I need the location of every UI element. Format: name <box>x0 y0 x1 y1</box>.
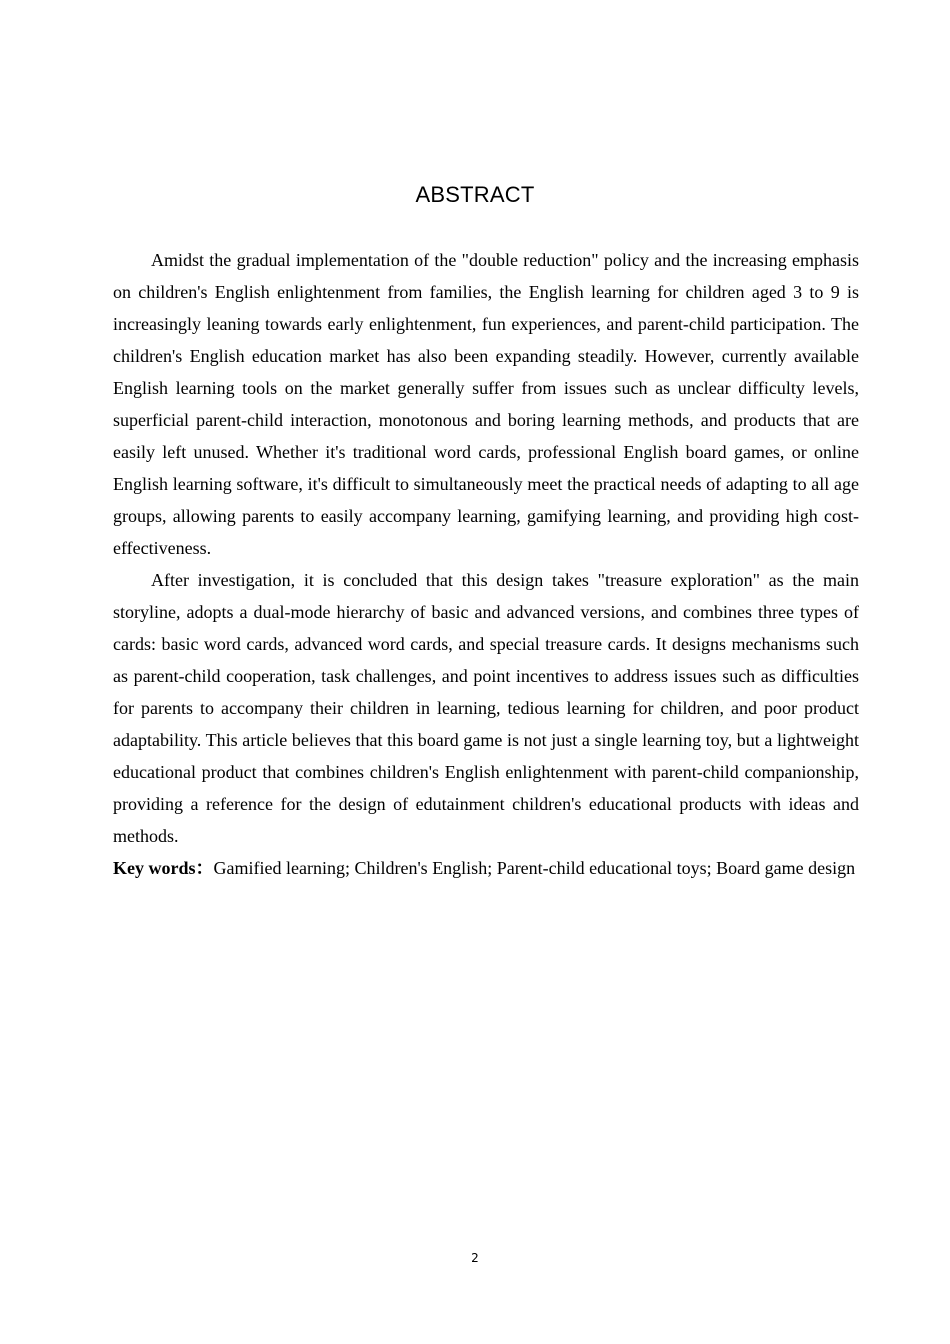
keywords-text: Gamified learning; Children's English; Parent-child educational toys; Board game design <box>213 858 856 878</box>
abstract-title: ABSTRACT <box>415 182 535 207</box>
page-number: 2 <box>471 1251 479 1265</box>
keywords-label: Key words： <box>113 858 214 878</box>
keywords-line <box>113 852 859 884</box>
abstract-body <box>113 244 859 884</box>
abstract-paragraph-1: Amidst the gradual implementation of the "double reduction" policy and the increasing emphasis on children's English enlightenment from families, the English learning for children aged 3 to 9 is increasingly leaning towards early enlightenment, fun experiences, and parent-child participation. The children's English education market has also been expanding steadily. However, currently available English learning tools on the market generally suffer from issues such as unclear difficulty levels, superficial parent-child interaction, monotonous and boring learning methods, and products that are easily left unused. Whether it's traditional word cards, professional English board games, or online English learning software, it's difficult to simultaneously meet the practical needs of adapting to all age groups, allowing parents to easily accompany learning, gamifying learning, and providing high cost-effectiveness. <box>113 250 859 558</box>
abstract-paragraph-2: After investigation, it is concluded that this design takes "treasure exploration" as the main storyline, adopts a dual-mode hierarchy of basic and advanced versions, and combines three types of cards: basic word cards, advanced word cards, and special treasure cards. It designs mechanisms such as parent-child cooperation, task challenges, and point incentives to address issues such as difficulties for parents to accompany their children in learning, tedious learning for children, and poor product adaptability. This article believes that this board game is not just a single learning toy, but a lightweight educational product that combines children's English enlightenment with parent-child companionship, providing a reference for the design of edutainment children's educational products with ideas and methods. <box>113 570 859 846</box>
